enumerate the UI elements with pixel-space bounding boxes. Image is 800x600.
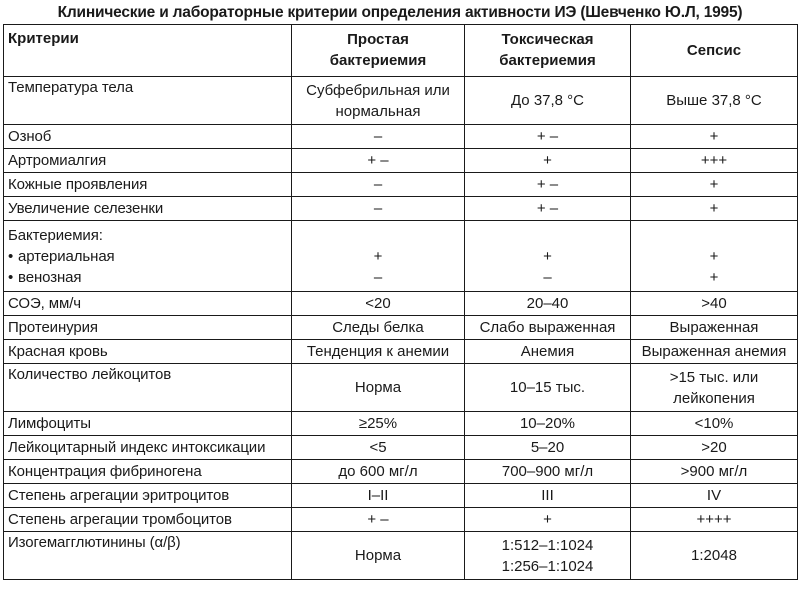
cell-arthromyalgia-sepsis: +++ (631, 149, 798, 173)
cell-esr-sepsis: >40 (631, 292, 798, 316)
table-row (4, 484, 798, 508)
cell-spleen-toxic: + – (465, 197, 631, 221)
row-label-skin: Кожные проявления (4, 173, 292, 197)
row-label-platelet-agg: Степень агрегации тромбоцитов (4, 508, 292, 532)
cell-temperature-sepsis: Выше 37,8 °С (631, 77, 798, 125)
table-row (4, 412, 798, 436)
table-row (4, 364, 798, 412)
cell-isohemagglutinins-simple: Норма (292, 532, 465, 580)
cell-erythro-agg-toxic: III (465, 484, 631, 508)
cell-fibrinogen-toxic: 700–900 мг/л (465, 460, 631, 484)
row-label-spleen: Увеличение селезенки (4, 197, 292, 221)
table-row (4, 340, 798, 364)
row-label-erythro-agg: Степень агрегации эритроцитов (4, 484, 292, 508)
cell-chills-toxic: + – (465, 125, 631, 149)
cell-skin-simple: – (292, 173, 465, 197)
cell-spleen-sepsis: + (631, 197, 798, 221)
row-label-lymphocytes: Лимфоциты (4, 412, 292, 436)
header-simple-line2: бактериемия (329, 51, 427, 69)
table-title: Клинические и лабораторные критерии определения активности ИЭ (Шевченко Ю.Л, 1995) (57, 4, 743, 21)
row-label-isohemagglutinins: Изогемагглютинины (α/β) (4, 532, 292, 580)
cell-proteinuria-toxic: Слабо выраженная (465, 316, 631, 340)
cell-bacteremia-simple-venous: – (373, 268, 383, 286)
header-simple-line1: Простая (347, 30, 409, 48)
row-label-temperature: Температура тела (4, 77, 292, 125)
cell-erythro-agg-sepsis: IV (631, 484, 798, 508)
table-row (4, 173, 798, 197)
cell-lii-sepsis: >20 (631, 436, 798, 460)
row-label-fibrinogen: Концентрация фибриногена (4, 460, 292, 484)
cell-platelet-agg-sepsis: ++++ (631, 508, 798, 532)
bacteremia-venous-label: венозная (18, 268, 82, 286)
cell-esr-simple: <20 (292, 292, 465, 316)
table-row (4, 77, 798, 125)
cell-chills-sepsis: + (631, 125, 798, 149)
table-row (4, 460, 798, 484)
cell-arthromyalgia-simple: + – (292, 149, 465, 173)
row-label-bacteremia (4, 221, 292, 292)
cell-red-blood-sepsis: Выраженная анемия (631, 340, 798, 364)
header-toxic-line1: Токсическая (501, 30, 594, 48)
cell-proteinuria-simple: Следы белка (292, 316, 465, 340)
cell-arthromyalgia-toxic: + (465, 149, 631, 173)
cell-leukocytes-sepsis-line1: >15 тыс. или (669, 368, 759, 386)
cell-temperature-simple-line2: нормальная (335, 102, 421, 120)
cell-bacteremia-sepsis (631, 221, 798, 292)
table-row (4, 197, 798, 221)
cell-skin-toxic: + – (465, 173, 631, 197)
bacteremia-arterial-label: артериальная (18, 247, 115, 265)
cell-bacteremia-simple (292, 221, 465, 292)
cell-isohemagglutinins-toxic (465, 532, 631, 580)
cell-leukocytes-toxic: 10–15 тыс. (465, 364, 631, 412)
row-label-arthromyalgia: Артромиалгия (4, 149, 292, 173)
cell-leukocytes-simple: Норма (292, 364, 465, 412)
cell-red-blood-toxic: Анемия (465, 340, 631, 364)
bacteremia-venous-item (8, 267, 287, 288)
row-label-esr: СОЭ, мм/ч (4, 292, 292, 316)
table-row (4, 316, 798, 340)
cell-isohemagglutinins-toxic-line2: 1:256–1:1024 (501, 557, 594, 575)
table-row (4, 292, 798, 316)
cell-lymphocytes-simple: ≥25% (292, 412, 465, 436)
table-row (4, 221, 798, 292)
cell-lymphocytes-toxic: 10–20% (465, 412, 631, 436)
cell-skin-sepsis: + (631, 173, 798, 197)
cell-temperature-toxic: До 37,8 °С (465, 77, 631, 125)
cell-bacteremia-sepsis-arterial: + (709, 247, 719, 265)
cell-bacteremia-toxic (465, 221, 631, 292)
cell-esr-toxic: 20–40 (465, 292, 631, 316)
cell-isohemagglutinins-sepsis: 1:2048 (631, 532, 798, 580)
cell-bacteremia-sepsis-venous: + (709, 268, 719, 286)
cell-red-blood-simple: Тенденция к анемии (292, 340, 465, 364)
cell-temperature-simple-line1: Субфебрильная или (306, 81, 450, 99)
cell-leukocytes-sepsis-line2: лейкопения (673, 389, 755, 407)
cell-spleen-simple: – (292, 197, 465, 221)
header-criteria: Критерии (4, 25, 292, 77)
row-label-leukocytes: Количество лейкоцитов (4, 364, 292, 412)
cell-lymphocytes-sepsis: <10% (631, 412, 798, 436)
bacteremia-arterial-item (8, 246, 287, 267)
header-row (4, 25, 798, 77)
row-label-lii: Лейкоцитарный индекс интоксикации (4, 436, 292, 460)
header-toxic-bacteremia (465, 25, 631, 77)
cell-chills-simple: – (292, 125, 465, 149)
row-label-red-blood: Красная кровь (4, 340, 292, 364)
cell-fibrinogen-simple: до 600 мг/л (292, 460, 465, 484)
header-toxic-line2: бактериемия (499, 51, 596, 69)
cell-bacteremia-simple-arterial: + (373, 247, 383, 265)
cell-proteinuria-sepsis: Выраженная (631, 316, 798, 340)
cell-platelet-agg-toxic: + (465, 508, 631, 532)
row-label-proteinuria: Протеинурия (4, 316, 292, 340)
header-simple-bacteremia (292, 25, 465, 77)
cell-bacteremia-toxic-venous: – (543, 268, 552, 286)
cell-leukocytes-sepsis (631, 364, 798, 412)
bullet-icon: • (8, 268, 14, 286)
bullet-icon: • (8, 247, 14, 265)
table-row (4, 508, 798, 532)
cell-fibrinogen-sepsis: >900 мг/л (631, 460, 798, 484)
table-row (4, 125, 798, 149)
cell-bacteremia-toxic-arterial: + (543, 247, 552, 265)
cell-isohemagglutinins-toxic-line1: 1:512–1:1024 (501, 536, 594, 554)
table-row (4, 532, 798, 580)
cell-lii-toxic: 5–20 (465, 436, 631, 460)
header-sepsis: Сепсис (631, 25, 798, 77)
bacteremia-heading: Бактериемия: (8, 226, 103, 244)
table-row (4, 149, 798, 173)
criteria-table (3, 24, 798, 580)
cell-platelet-agg-simple: + – (292, 508, 465, 532)
table-row (4, 436, 798, 460)
cell-temperature-simple (292, 77, 465, 125)
row-label-chills: Озноб (4, 125, 292, 149)
cell-erythro-agg-simple: I–II (292, 484, 465, 508)
cell-lii-simple: <5 (292, 436, 465, 460)
